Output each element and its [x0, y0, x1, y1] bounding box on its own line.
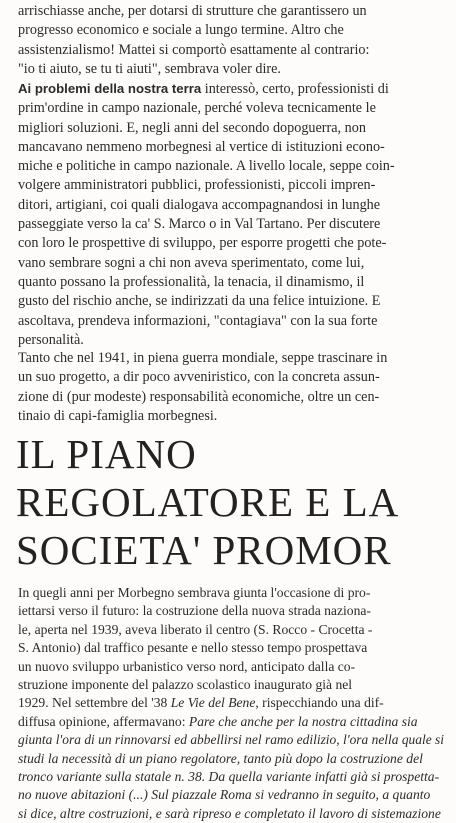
text-line	[18, 713, 444, 731]
text-line: un suo progetto, a dir poco avveniristico, con la concreta assun-	[18, 369, 380, 386]
heading-line: IL PIANO	[16, 431, 197, 477]
text-line: struzione imponente del palazzo scolastico inaugurato già nel	[18, 677, 353, 693]
text-line: le, aperta nel 1939, aveva liberato il centro (S. Rocco - Crocetta -	[18, 621, 373, 637]
quoted-line: no nuove abitazioni (...) Sul piazzale Roma si vedranno in seguito, a quanto	[18, 787, 431, 803]
text-line: assistenzialismo! Mattei si comportò esattamente al contrario:	[18, 41, 370, 58]
paragraph-mattei-approach	[18, 2, 444, 79]
text-line: In quegli anni per Morbegno sembrava giunta l'occasione di pro-	[18, 585, 371, 600]
quoted-text: Pare che anche per la nostra cittadina sia	[188, 713, 418, 729]
text-line	[18, 79, 444, 99]
text-fragment: diffusa opinione, affermavano:	[18, 713, 189, 729]
text-line: personalità.	[18, 331, 84, 348]
text-line	[18, 694, 444, 712]
lead-in-bold: Ai problemi della nostra terra	[18, 81, 202, 96]
text-line: zione di (pur modeste) responsabilità economiche, oltre un cen-	[18, 388, 380, 405]
text-fragment: interessò, certo, professionisti di	[201, 81, 389, 97]
text-line: vano sembrare sogni a chi non aveva sperimentato, come lui,	[18, 254, 365, 271]
text-line: mancavano nemmeno morbegnesi al vertice di istituzioni econo-	[18, 138, 385, 155]
quoted-line: studi la necessità di un piano regolatore, tanto più dopo la costruzione del	[18, 750, 423, 766]
text-line: quanto possano la professionalità, la tenacia, il dinamismo, il	[18, 273, 365, 290]
text-line: ascoltava, prendeva informazioni, "contagiava" con la sua forte	[18, 312, 378, 329]
heading-line: SOCIETA' PROMOR	[16, 527, 392, 573]
text-line: volgere amministratori pubblici, professionisti, piccoli impren-	[18, 177, 376, 194]
text-line: con loro le prospettive di sviluppo, per esporre progetti che pote-	[18, 235, 387, 252]
paragraph-1941-project	[18, 349, 444, 426]
text-line: miche e politiche in campo nazionale. A livello locale, seppe coin-	[18, 158, 395, 175]
text-line: prim'ordine in campo nazionale, perché voleva tecnicamente le	[18, 100, 376, 117]
heading-line: REGOLATORE E LA	[16, 479, 400, 525]
quoted-line: tronco variante sulla statale n. 38. Da quella variante infatti già si prospetta-	[18, 769, 440, 785]
publication-title: Le Vie del Bene	[170, 695, 256, 711]
text-line: migliori soluzioni. E, negli anni del secondo dopoguerra, non	[18, 119, 366, 136]
quoted-line: si dice, altre costruzioni, e sarà ripreso e completato il lavoro di sistemazione	[18, 805, 441, 821]
text-fragment: 1929. Nel settembre del '38	[18, 695, 171, 711]
text-line: arrischiasse anche, per dotarsi di strutture che garantissero un	[18, 3, 367, 19]
text-line: gusto del rischio anche, se indirizzati da una felice intuizione. E	[18, 293, 381, 310]
text-line: un nuovo sviluppo urbanistico verso nord, anticipato dalla co-	[18, 658, 356, 674]
paragraph-local-problems	[18, 79, 444, 350]
text-line: progresso economico e sociale a lungo termine. Altro che	[18, 22, 344, 39]
text-line: S. Antonio) dal traffico pesante e nello stesso tempo prospettava	[18, 640, 368, 656]
text-line: "io ti aiuto, se tu ti aiuti", sembrava voler dire.	[18, 60, 281, 77]
paragraph-piano-regolatore	[18, 584, 444, 823]
text-fragment: , rispecchiando una dif-	[255, 695, 384, 711]
section-heading	[16, 430, 446, 574]
text-line: passeggiate verso la ca' S. Marco o in Val Tartano. Per discutere	[18, 216, 381, 233]
quoted-line: giunta l'ora di un rinnovarsi ed abbellirsi nel ramo edilizio, l'ora nella quale si	[18, 732, 444, 748]
text-line: Tanto che nel 1941, in piena guerra mondiale, seppe trascinare in	[18, 350, 388, 366]
text-line: iettarsi verso il futuro: la costruzione della nuova strada naziona-	[18, 603, 371, 619]
text-line: ditori, artigiani, coi quali dialogava accompagnandosi in lunghe	[18, 196, 381, 213]
text-line: tinaio di capi-famiglia morbegnesi.	[18, 407, 218, 424]
